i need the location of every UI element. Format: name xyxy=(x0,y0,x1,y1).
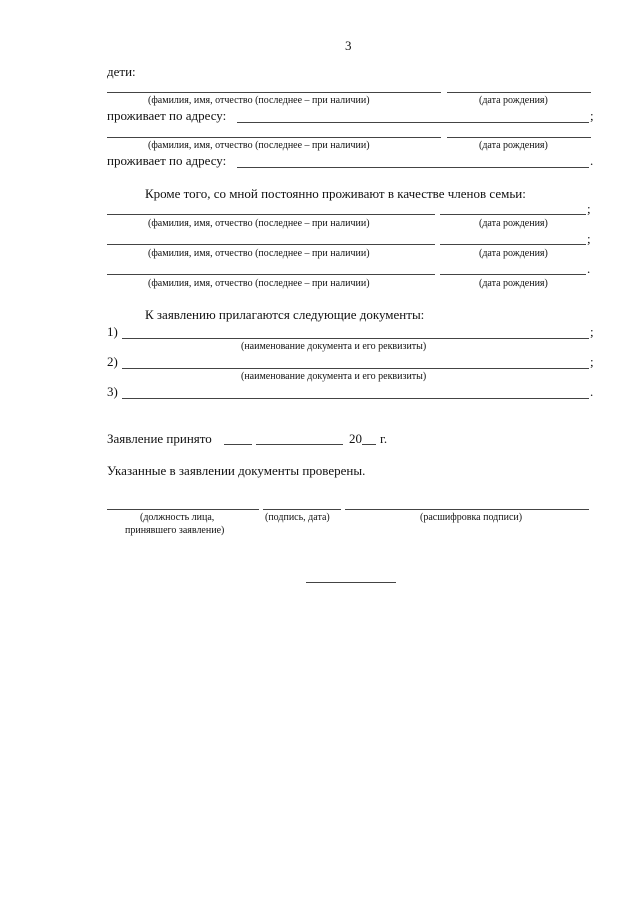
family-2-birth-line[interactable] xyxy=(440,244,586,245)
signature-line[interactable] xyxy=(263,509,341,510)
child-2-address-line[interactable] xyxy=(237,167,589,168)
document-1-line[interactable] xyxy=(122,338,589,339)
accepted-month-line[interactable] xyxy=(256,444,343,445)
end-separator xyxy=(306,582,396,583)
family-1-fio-caption: (фамилия, имя, отчество (последнее – при наличии) xyxy=(148,218,370,229)
accepted-prefix: Заявление принято xyxy=(107,431,212,446)
family-2-fio-caption: (фамилия, имя, отчество (последнее – при наличии) xyxy=(148,248,370,259)
accepted-year-prefix: 20 xyxy=(349,431,362,446)
decode-caption: (расшифровка подписи) xyxy=(420,512,523,523)
accepted-year-suffix: г. xyxy=(380,431,388,446)
accepted-year-line[interactable] xyxy=(362,444,376,445)
child-2-fio-line[interactable] xyxy=(107,137,441,138)
document-2-number: 2) xyxy=(107,354,118,369)
child-1-address-line[interactable] xyxy=(237,122,589,123)
family-3-fio-line[interactable] xyxy=(107,274,435,275)
document-2-caption: (наименование документа и его реквизиты) xyxy=(241,371,427,382)
document-1-number: 1) xyxy=(107,324,118,339)
child-1-address-end: ; xyxy=(590,108,594,123)
family-3-fio-caption: (фамилия, имя, отчество (последнее – при наличии) xyxy=(148,278,370,289)
family-1-end: ; xyxy=(587,201,591,216)
document-2-line[interactable] xyxy=(122,368,589,369)
child-2-birth-caption: (дата рождения) xyxy=(479,140,548,151)
document-1-caption: (наименование документа и его реквизиты) xyxy=(241,341,427,352)
signature-decode-line[interactable] xyxy=(345,509,589,510)
position-line[interactable] xyxy=(107,509,259,510)
family-1-fio-line[interactable] xyxy=(107,214,435,215)
family-2-birth-caption: (дата рождения) xyxy=(479,248,548,259)
child-1-fio-line[interactable] xyxy=(107,92,441,93)
position-caption-line1: (должность лица, xyxy=(140,512,215,523)
children-label: дети: xyxy=(107,64,136,79)
document-2-end: ; xyxy=(590,354,594,369)
page-number: 3 xyxy=(345,38,352,53)
position-caption-line2: принявшего заявление) xyxy=(125,525,225,536)
child-2-fio-caption: (фамилия, имя, отчество (последнее – при наличии) xyxy=(148,140,370,151)
family-3-end: . xyxy=(587,261,591,276)
child-1-birth-caption: (дата рождения) xyxy=(479,95,548,106)
child-1-address-label: проживает по адресу: xyxy=(107,108,227,123)
document-3-line[interactable] xyxy=(122,398,589,399)
family-2-end: ; xyxy=(587,231,591,246)
family-3-birth-line[interactable] xyxy=(440,274,586,275)
family-1-birth-caption: (дата рождения) xyxy=(479,218,548,229)
document-3-end: . xyxy=(590,384,594,399)
checked-text: Указанные в заявлении документы проверены. xyxy=(107,463,366,478)
child-2-address-end: . xyxy=(590,153,594,168)
child-2-address-label: проживает по адресу: xyxy=(107,153,227,168)
family-3-birth-caption: (дата рождения) xyxy=(479,278,548,289)
family-intro: Кроме того, со мной постоянно проживают в качестве членов семьи: xyxy=(145,186,526,201)
document-1-end: ; xyxy=(590,324,594,339)
child-1-fio-caption: (фамилия, имя, отчество (последнее – при наличии) xyxy=(148,95,370,106)
documents-intro: К заявлению прилагаются следующие документы: xyxy=(145,307,425,322)
child-1-birth-line[interactable] xyxy=(447,92,591,93)
family-1-birth-line[interactable] xyxy=(440,214,586,215)
document-3-number: 3) xyxy=(107,384,118,399)
child-2-birth-line[interactable] xyxy=(447,137,591,138)
family-2-fio-line[interactable] xyxy=(107,244,435,245)
accepted-day-line[interactable] xyxy=(224,444,252,445)
sign-caption: (подпись, дата) xyxy=(265,512,330,523)
